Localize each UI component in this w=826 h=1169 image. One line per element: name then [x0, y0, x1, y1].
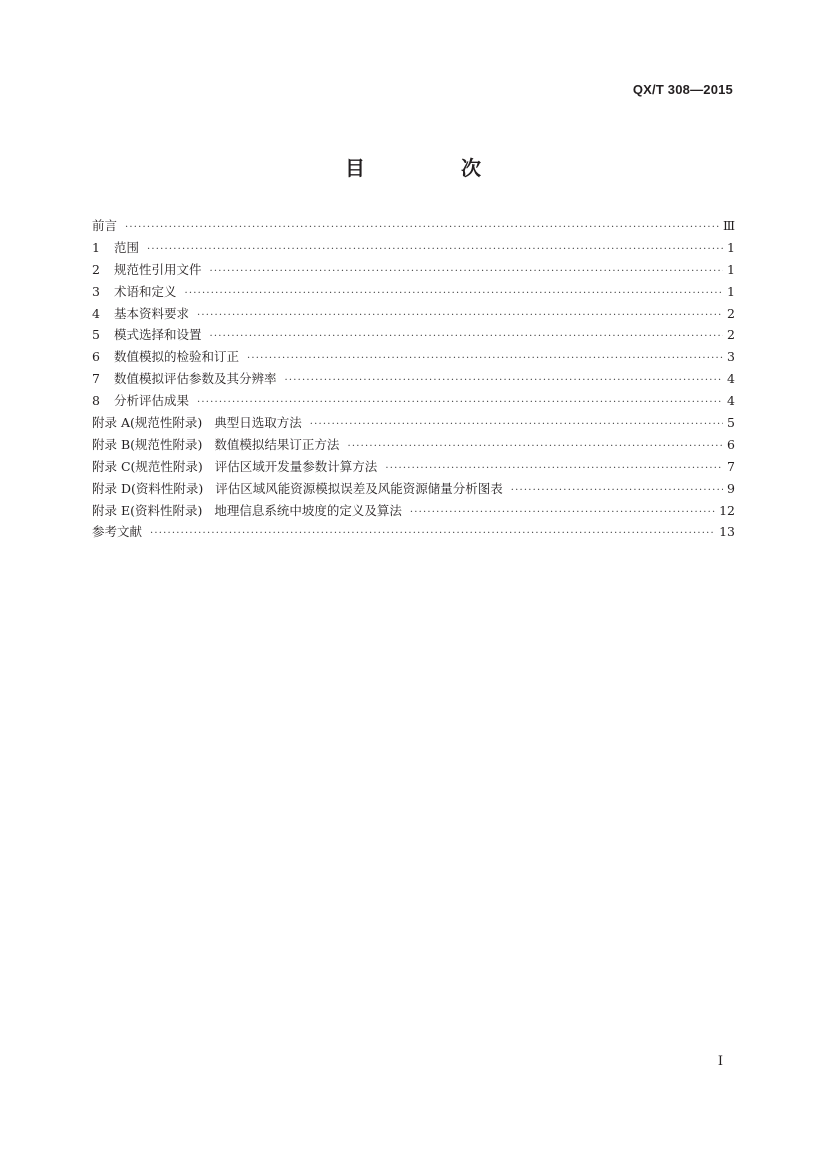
- toc-entry-title: [114, 369, 277, 387]
- toc-dot-leader: [150, 528, 715, 539]
- table-of-contents: [92, 216, 735, 544]
- toc-entry-text: 典型日选取方法: [214, 415, 302, 431]
- toc-entry-text: 前言: [92, 218, 118, 233]
- toc-entry-text: 范围: [114, 239, 140, 255]
- toc-entry-text: 地理信息系统中坡度的定义及算法: [214, 502, 402, 518]
- toc-dot-leader: [185, 288, 723, 299]
- toc-entry-text: 分析评估成果: [114, 393, 190, 409]
- standard-code: QX/T 308—2015: [632, 82, 733, 97]
- toc-entry-page: 9: [727, 480, 735, 496]
- toc-entry-page: 2: [727, 305, 735, 321]
- toc-entry-title: [114, 260, 202, 278]
- toc-entry[interactable]: [92, 413, 735, 435]
- toc-dot-leader: [197, 397, 723, 408]
- toc-entry-title: [114, 325, 202, 343]
- toc-entry-page: 13: [719, 524, 735, 540]
- toc-entry-page: 3: [727, 349, 735, 365]
- toc-entry-page: 1: [727, 283, 735, 299]
- toc-entry-page: 4: [727, 393, 735, 409]
- toc-entry[interactable]: [92, 522, 735, 544]
- toc-entry[interactable]: [92, 435, 735, 457]
- toc-entry-number: 5: [92, 327, 100, 343]
- toc-dot-leader: [347, 441, 723, 452]
- toc-entry-title: [92, 435, 339, 453]
- toc-entry[interactable]: [92, 325, 735, 347]
- toc-entry-title: [114, 282, 177, 300]
- toc-dot-leader: [385, 463, 723, 474]
- toc-entry[interactable]: [92, 347, 735, 369]
- toc-entry-text: 评估区域开发量参数计算方法: [214, 458, 378, 474]
- toc-entry-text: 参考文献: [92, 524, 143, 540]
- toc-entry-text: 基本资料要求: [114, 305, 190, 321]
- toc-entry-number: 3: [92, 283, 100, 299]
- toc-entry-number: 8: [92, 393, 100, 409]
- toc-entry[interactable]: [92, 369, 735, 391]
- toc-entry-appendix-label: 附录 E(资料性附录): [92, 502, 203, 518]
- toc-entry-title: [92, 457, 377, 475]
- toc-entry-text: 术语和定义: [114, 283, 177, 299]
- toc-dot-leader: [310, 419, 723, 430]
- toc-entry-page: Ⅲ: [722, 218, 735, 233]
- toc-entry-title: [92, 216, 117, 234]
- toc-entry-text: 规范性引用文件: [114, 261, 202, 277]
- toc-entry-appendix-label: 附录 A(规范性附录): [92, 415, 203, 431]
- toc-entry[interactable]: [92, 238, 735, 260]
- toc-entry-number: 7: [92, 371, 100, 387]
- toc-entry-text: 数值模拟评估参数及其分辨率: [114, 371, 277, 387]
- toc-entry-text: 数值模拟结果订正方法: [214, 436, 340, 452]
- toc-entry-page: 1: [727, 261, 735, 277]
- toc-entry-page: 7: [727, 458, 735, 474]
- toc-entry[interactable]: [92, 282, 735, 304]
- toc-entry[interactable]: [92, 391, 735, 413]
- toc-entry-number: 4: [92, 305, 100, 321]
- toc-entry-title: [114, 347, 239, 365]
- toc-entry-text: 模式选择和设置: [114, 327, 202, 343]
- toc-entry-number: 6: [92, 349, 100, 365]
- toc-entry-text: 数值模拟的检验和订正: [114, 349, 240, 365]
- toc-entry-title: [92, 522, 142, 540]
- toc-dot-leader: [247, 353, 723, 364]
- toc-dot-leader: [285, 375, 723, 386]
- toc-entry-number: 2: [92, 261, 100, 277]
- toc-entry[interactable]: [92, 260, 735, 282]
- toc-dot-leader: [511, 485, 723, 496]
- toc-entry-title: [114, 391, 189, 409]
- toc-dot-leader: [197, 310, 723, 321]
- toc-entry-page: 1: [727, 239, 735, 255]
- toc-entry-title: [92, 479, 503, 497]
- toc-entry-page: 5: [727, 415, 735, 431]
- toc-entry-appendix-label: 附录 D(资料性附录): [92, 480, 204, 496]
- toc-dot-leader: [147, 244, 723, 255]
- toc-entry-title: [92, 413, 302, 431]
- toc-entry[interactable]: [92, 216, 735, 238]
- toc-entry-title: [114, 304, 189, 322]
- toc-entry-page: 2: [727, 327, 735, 343]
- toc-entry-number: 1: [92, 239, 100, 255]
- toc-entry[interactable]: [92, 501, 735, 523]
- toc-entry-text: 评估区域风能资源模拟误差及风能资源储量分析图表: [215, 480, 503, 496]
- toc-entry[interactable]: [92, 479, 735, 501]
- toc-dot-leader: [125, 222, 719, 233]
- toc-entry-appendix-label: 附录 B(规范性附录): [92, 436, 203, 452]
- toc-entry-appendix-label: 附录 C(规范性附录): [92, 458, 203, 474]
- toc-entry-page: 12: [719, 502, 735, 518]
- toc-entry-page: 6: [727, 436, 735, 452]
- page-number: I: [717, 1054, 723, 1069]
- toc-dot-leader: [210, 331, 723, 342]
- toc-dot-leader: [210, 266, 723, 277]
- toc-entry-title: [114, 238, 139, 256]
- toc-title: 目 次: [345, 156, 519, 180]
- toc-entry[interactable]: [92, 304, 735, 326]
- toc-entry-title: [92, 501, 402, 519]
- toc-entry[interactable]: [92, 457, 735, 479]
- toc-dot-leader: [410, 507, 715, 518]
- toc-entry-page: 4: [727, 371, 735, 387]
